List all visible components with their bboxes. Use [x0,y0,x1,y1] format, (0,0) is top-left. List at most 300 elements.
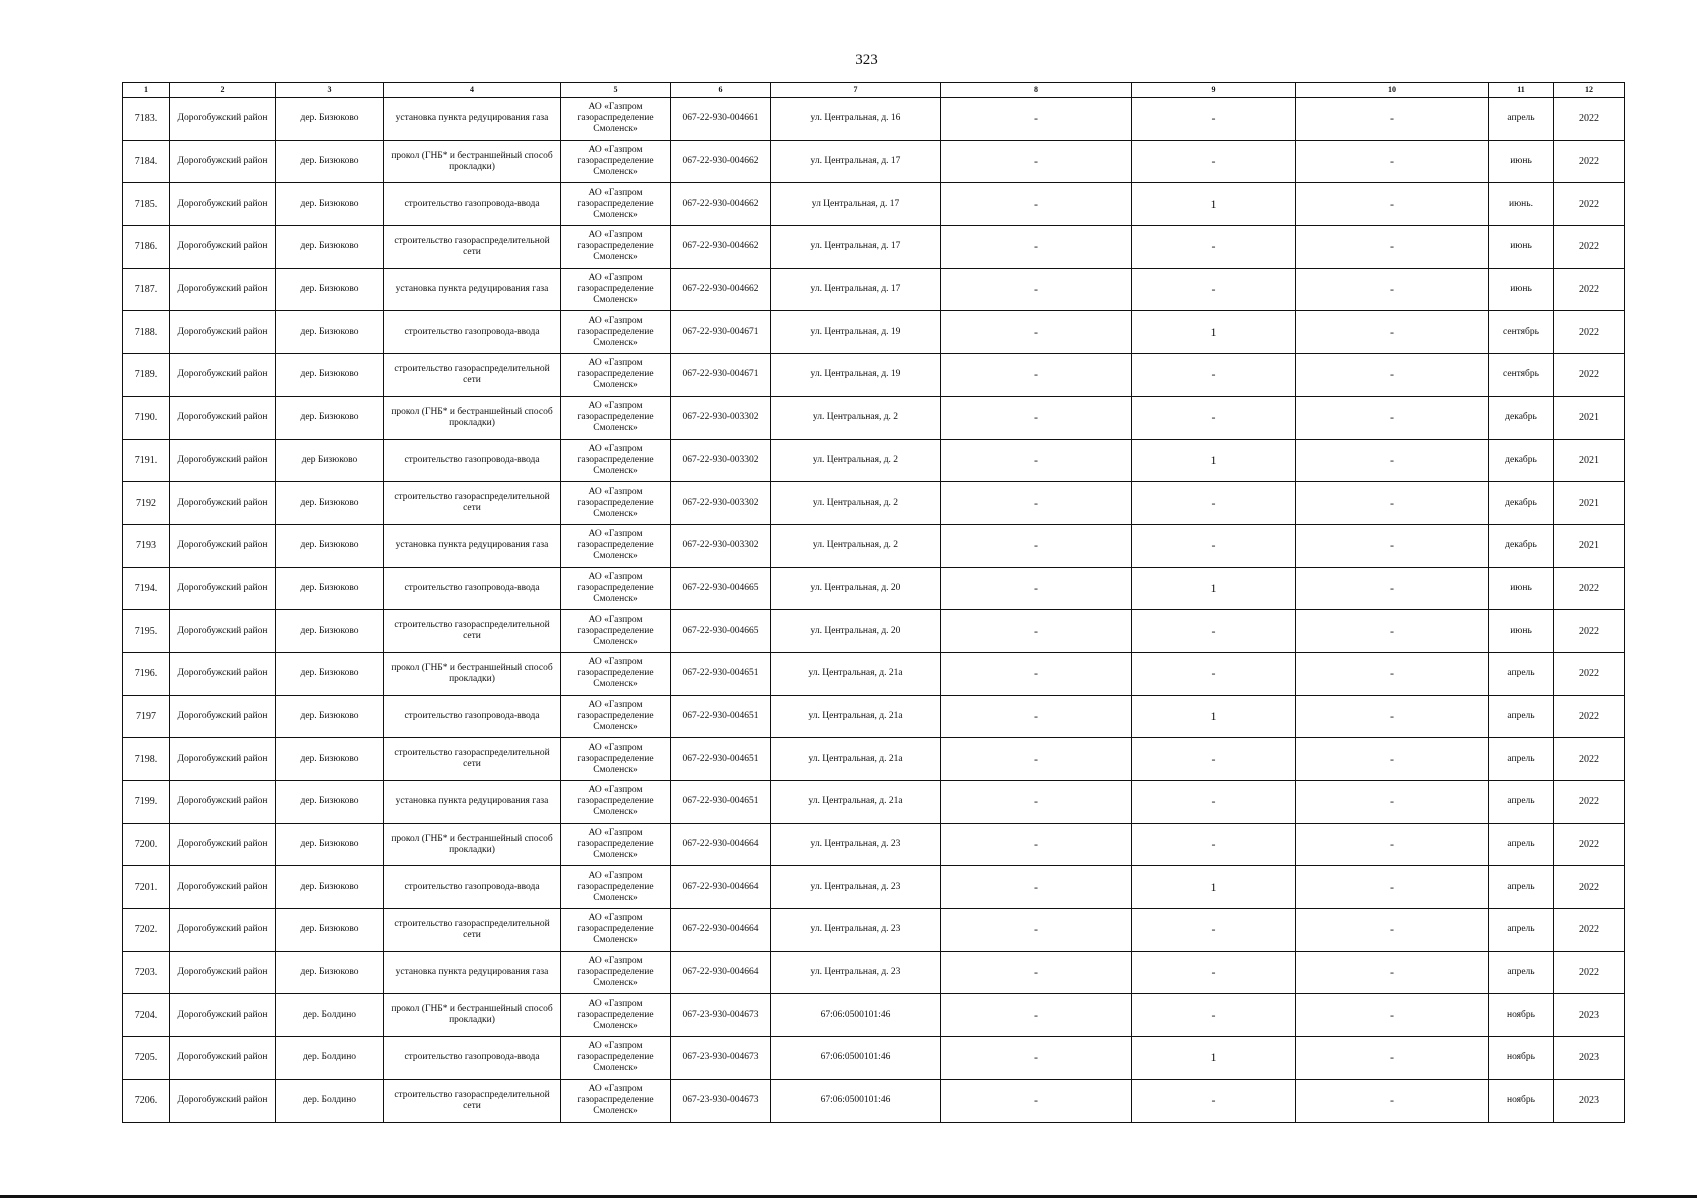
row-number-cell: 7192 [123,482,170,525]
col-10-value-cell: - [1296,567,1489,610]
col-8-value-cell: - [941,98,1132,141]
address-cell: ул. Центральная, д. 21а [771,695,941,738]
organization-cell: АО «Газпром газораспределение Смоленск» [561,909,671,952]
work-type-cell: строительство газораспределительной сети [384,354,561,397]
column-header-3: 3 [276,83,384,98]
col-8-value-cell: - [941,226,1132,269]
col-9-value-cell: - [1132,482,1296,525]
table-row [123,98,1625,141]
work-type-cell: строительство газораспределительной сети [384,1079,561,1122]
row-number-cell: 7193 [123,524,170,567]
year-cell: 2022 [1554,226,1625,269]
row-number-cell: 7201. [123,866,170,909]
object-code-cell: 067-23-930-004673 [671,994,771,1037]
district-cell: Дорогобужский район [170,1037,276,1080]
col-9-value-cell: - [1132,396,1296,439]
district-cell: Дорогобужский район [170,567,276,610]
row-number-cell: 7184. [123,140,170,183]
year-cell: 2023 [1554,1079,1625,1122]
column-header-9: 9 [1132,83,1296,98]
col-8-value-cell: - [941,183,1132,226]
column-header-11: 11 [1489,83,1554,98]
col-9-value-cell: 1 [1132,183,1296,226]
col-10-value-cell: - [1296,695,1489,738]
settlement-cell: дер. Бизюково [276,268,384,311]
year-cell: 2022 [1554,951,1625,994]
col-8-value-cell: - [941,695,1132,738]
organization-cell: АО «Газпром газораспределение Смоленск» [561,1037,671,1080]
col-9-value-cell: - [1132,1079,1296,1122]
object-code-cell: 067-23-930-004673 [671,1037,771,1080]
month-cell: апрель [1489,781,1554,824]
work-type-cell: строительство газопровода-ввода [384,866,561,909]
district-cell: Дорогобужский район [170,781,276,824]
col-10-value-cell: - [1296,1037,1489,1080]
district-cell: Дорогобужский район [170,396,276,439]
organization-cell: АО «Газпром газораспределение Смоленск» [561,695,671,738]
work-type-cell: строительство газопровода-ввода [384,567,561,610]
address-cell: 67:06:0500101:46 [771,1037,941,1080]
col-10-value-cell: - [1296,994,1489,1037]
settlement-cell: дер. Бизюково [276,738,384,781]
table-row [123,866,1625,909]
work-type-cell: прокол (ГНБ* и бестраншейный способ прокладки) [384,994,561,1037]
col-9-value-cell: - [1132,823,1296,866]
month-cell: декабрь [1489,396,1554,439]
register-table [122,82,1625,1123]
organization-cell: АО «Газпром газораспределение Смоленск» [561,396,671,439]
district-cell: Дорогобужский район [170,994,276,1037]
settlement-cell: дер. Бизюково [276,311,384,354]
object-code-cell: 067-22-930-004651 [671,781,771,824]
col-10-value-cell: - [1296,866,1489,909]
col-10-value-cell: - [1296,439,1489,482]
col-8-value-cell: - [941,567,1132,610]
settlement-cell: дер Бизюково [276,439,384,482]
table-row [123,354,1625,397]
settlement-cell: дер. Болдино [276,1079,384,1122]
col-10-value-cell: - [1296,652,1489,695]
month-cell: декабрь [1489,482,1554,525]
table-row [123,951,1625,994]
year-cell: 2022 [1554,354,1625,397]
work-type-cell: строительство газораспределительной сети [384,226,561,269]
settlement-cell: дер. Бизюково [276,567,384,610]
row-number-cell: 7191. [123,439,170,482]
row-number-cell: 7183. [123,98,170,141]
month-cell: декабрь [1489,439,1554,482]
col-10-value-cell: - [1296,268,1489,311]
row-number-cell: 7195. [123,610,170,653]
settlement-cell: дер. Болдино [276,994,384,1037]
work-type-cell: строительство газораспределительной сети [384,738,561,781]
district-cell: Дорогобужский район [170,311,276,354]
col-8-value-cell: - [941,866,1132,909]
object-code-cell: 067-22-930-004664 [671,823,771,866]
address-cell: ул. Центральная, д. 17 [771,268,941,311]
organization-cell: АО «Газпром газораспределение Смоленск» [561,951,671,994]
month-cell: июнь [1489,140,1554,183]
col-9-value-cell: 1 [1132,1037,1296,1080]
row-number-cell: 7199. [123,781,170,824]
district-cell: Дорогобужский район [170,140,276,183]
col-10-value-cell: - [1296,183,1489,226]
year-cell: 2021 [1554,524,1625,567]
row-number-cell: 7203. [123,951,170,994]
table-body [123,98,1625,1123]
col-9-value-cell: - [1132,354,1296,397]
settlement-cell: дер. Бизюково [276,909,384,952]
address-cell: ул. Центральная, д. 23 [771,823,941,866]
col-8-value-cell: - [941,439,1132,482]
table-row [123,524,1625,567]
object-code-cell: 067-22-930-004671 [671,354,771,397]
col-8-value-cell: - [941,311,1132,354]
district-cell: Дорогобужский район [170,823,276,866]
settlement-cell: дер. Бизюково [276,396,384,439]
col-8-value-cell: - [941,909,1132,952]
col-9-value-cell: - [1132,994,1296,1037]
year-cell: 2022 [1554,738,1625,781]
address-cell: ул. Центральная, д. 17 [771,140,941,183]
col-8-value-cell: - [941,524,1132,567]
col-9-value-cell: 1 [1132,439,1296,482]
object-code-cell: 067-22-930-004662 [671,140,771,183]
column-header-1: 1 [123,83,170,98]
district-cell: Дорогобужский район [170,738,276,781]
object-code-cell: 067-22-930-004664 [671,909,771,952]
month-cell: апрель [1489,98,1554,141]
year-cell: 2022 [1554,140,1625,183]
month-cell: ноябрь [1489,1037,1554,1080]
row-number-cell: 7194. [123,567,170,610]
settlement-cell: дер. Бизюково [276,781,384,824]
col-9-value-cell: 1 [1132,695,1296,738]
year-cell: 2022 [1554,781,1625,824]
col-8-value-cell: - [941,396,1132,439]
work-type-cell: строительство газопровода-ввода [384,695,561,738]
col-10-value-cell: - [1296,482,1489,525]
year-cell: 2021 [1554,439,1625,482]
organization-cell: АО «Газпром газораспределение Смоленск» [561,823,671,866]
work-type-cell: строительство газопровода-ввода [384,1037,561,1080]
col-10-value-cell: - [1296,610,1489,653]
organization-cell: АО «Газпром газораспределение Смоленск» [561,652,671,695]
organization-cell: АО «Газпром газораспределение Смоленск» [561,866,671,909]
object-code-cell: 067-22-930-004651 [671,695,771,738]
row-number-cell: 7196. [123,652,170,695]
settlement-cell: дер. Бизюково [276,652,384,695]
year-cell: 2022 [1554,866,1625,909]
organization-cell: АО «Газпром газораспределение Смоленск» [561,567,671,610]
table-row [123,226,1625,269]
col-10-value-cell: - [1296,140,1489,183]
object-code-cell: 067-23-930-004673 [671,1079,771,1122]
col-10-value-cell: - [1296,226,1489,269]
year-cell: 2022 [1554,610,1625,653]
object-code-cell: 067-22-930-004665 [671,610,771,653]
month-cell: апрель [1489,652,1554,695]
column-header-12: 12 [1554,83,1625,98]
column-header-6: 6 [671,83,771,98]
work-type-cell: прокол (ГНБ* и бестраншейный способ прокладки) [384,140,561,183]
table-row [123,482,1625,525]
object-code-cell: 067-22-930-003302 [671,396,771,439]
object-code-cell: 067-22-930-004665 [671,567,771,610]
month-cell: апрель [1489,951,1554,994]
column-header-2: 2 [170,83,276,98]
row-number-cell: 7198. [123,738,170,781]
work-type-cell: строительство газопровода-ввода [384,183,561,226]
object-code-cell: 067-22-930-003302 [671,524,771,567]
column-header-10: 10 [1296,83,1489,98]
object-code-cell: 067-22-930-004662 [671,183,771,226]
address-cell: ул. Центральная, д. 2 [771,396,941,439]
month-cell: апрель [1489,866,1554,909]
object-code-cell: 067-22-930-003302 [671,482,771,525]
district-cell: Дорогобужский район [170,226,276,269]
organization-cell: АО «Газпром газораспределение Смоленск» [561,738,671,781]
row-number-cell: 7186. [123,226,170,269]
address-cell: ул. Центральная, д. 20 [771,567,941,610]
settlement-cell: дер. Бизюково [276,610,384,653]
object-code-cell: 067-22-930-004662 [671,268,771,311]
work-type-cell: установка пункта редуцирования газа [384,524,561,567]
address-cell: ул. Центральная, д. 2 [771,439,941,482]
col-10-value-cell: - [1296,909,1489,952]
col-8-value-cell: - [941,781,1132,824]
work-type-cell: установка пункта редуцирования газа [384,781,561,824]
settlement-cell: дер. Бизюково [276,866,384,909]
work-type-cell: строительство газораспределительной сети [384,909,561,952]
column-header-8: 8 [941,83,1132,98]
year-cell: 2021 [1554,482,1625,525]
year-cell: 2022 [1554,311,1625,354]
settlement-cell: дер. Болдино [276,1037,384,1080]
table-row [123,1037,1625,1080]
address-cell: ул. Центральная, д. 21а [771,738,941,781]
object-code-cell: 067-22-930-004662 [671,226,771,269]
settlement-cell: дер. Бизюково [276,695,384,738]
row-number-cell: 7197 [123,695,170,738]
month-cell: июнь [1489,610,1554,653]
settlement-cell: дер. Бизюково [276,98,384,141]
column-header-4: 4 [384,83,561,98]
row-number-cell: 7187. [123,268,170,311]
address-cell: ул Центральная, д. 17 [771,183,941,226]
work-type-cell: строительство газораспределительной сети [384,482,561,525]
object-code-cell: 067-22-930-004661 [671,98,771,141]
work-type-cell: прокол (ГНБ* и бестраншейный способ прокладки) [384,396,561,439]
table-row [123,311,1625,354]
col-8-value-cell: - [941,354,1132,397]
year-cell: 2022 [1554,909,1625,952]
col-8-value-cell: - [941,1037,1132,1080]
col-8-value-cell: - [941,482,1132,525]
address-cell: ул. Центральная, д. 23 [771,951,941,994]
object-code-cell: 067-22-930-004664 [671,951,771,994]
column-header-5: 5 [561,83,671,98]
organization-cell: АО «Газпром газораспределение Смоленск» [561,482,671,525]
month-cell: апрель [1489,695,1554,738]
organization-cell: АО «Газпром газораспределение Смоленск» [561,268,671,311]
col-10-value-cell: - [1296,354,1489,397]
district-cell: Дорогобужский район [170,695,276,738]
col-9-value-cell: - [1132,268,1296,311]
col-10-value-cell: - [1296,951,1489,994]
district-cell: Дорогобужский район [170,98,276,141]
col-8-value-cell: - [941,1079,1132,1122]
col-8-value-cell: - [941,652,1132,695]
address-cell: ул. Центральная, д. 21а [771,652,941,695]
work-type-cell: строительство газораспределительной сети [384,610,561,653]
address-cell: ул. Центральная, д. 2 [771,482,941,525]
organization-cell: АО «Газпром газораспределение Смоленск» [561,183,671,226]
row-number-cell: 7206. [123,1079,170,1122]
year-cell: 2022 [1554,567,1625,610]
table-row [123,439,1625,482]
organization-cell: АО «Газпром газораспределение Смоленск» [561,354,671,397]
column-header-7: 7 [771,83,941,98]
organization-cell: АО «Газпром газораспределение Смоленск» [561,524,671,567]
address-cell: ул. Центральная, д. 19 [771,354,941,397]
col-9-value-cell: - [1132,652,1296,695]
settlement-cell: дер. Бизюково [276,823,384,866]
col-10-value-cell: - [1296,524,1489,567]
work-type-cell: прокол (ГНБ* и бестраншейный способ прокладки) [384,823,561,866]
settlement-cell: дер. Бизюково [276,140,384,183]
organization-cell: АО «Газпром газораспределение Смоленск» [561,140,671,183]
col-9-value-cell: 1 [1132,866,1296,909]
work-type-cell: установка пункта редуцирования газа [384,98,561,141]
table-row [123,183,1625,226]
organization-cell: АО «Газпром газораспределение Смоленск» [561,98,671,141]
address-cell: ул. Центральная, д. 23 [771,909,941,952]
col-8-value-cell: - [941,823,1132,866]
organization-cell: АО «Газпром газораспределение Смоленск» [561,311,671,354]
organization-cell: АО «Газпром газораспределение Смоленск» [561,1079,671,1122]
address-cell: ул. Центральная, д. 21а [771,781,941,824]
district-cell: Дорогобужский район [170,524,276,567]
address-cell: 67:06:0500101:46 [771,994,941,1037]
col-9-value-cell: - [1132,140,1296,183]
organization-cell: АО «Газпром газораспределение Смоленск» [561,781,671,824]
object-code-cell: 067-22-930-004651 [671,738,771,781]
col-8-value-cell: - [941,140,1132,183]
table-row [123,695,1625,738]
district-cell: Дорогобужский район [170,439,276,482]
address-cell: ул. Центральная, д. 17 [771,226,941,269]
address-cell: 67:06:0500101:46 [771,1079,941,1122]
month-cell: апрель [1489,738,1554,781]
table-row [123,652,1625,695]
district-cell: Дорогобужский район [170,1079,276,1122]
year-cell: 2023 [1554,1037,1625,1080]
month-cell: сентябрь [1489,311,1554,354]
organization-cell: АО «Газпром газораспределение Смоленск» [561,226,671,269]
object-code-cell: 067-22-930-004651 [671,652,771,695]
col-9-value-cell: - [1132,738,1296,781]
work-type-cell: строительство газопровода-ввода [384,311,561,354]
col-9-value-cell: - [1132,951,1296,994]
address-cell: ул. Центральная, д. 20 [771,610,941,653]
address-cell: ул. Центральная, д. 16 [771,98,941,141]
table-row [123,140,1625,183]
col-9-value-cell: - [1132,781,1296,824]
col-9-value-cell: - [1132,909,1296,952]
table-row [123,823,1625,866]
settlement-cell: дер. Бизюково [276,524,384,567]
district-cell: Дорогобужский район [170,866,276,909]
month-cell: декабрь [1489,524,1554,567]
work-type-cell: установка пункта редуцирования газа [384,268,561,311]
settlement-cell: дер. Бизюково [276,482,384,525]
row-number-cell: 7190. [123,396,170,439]
col-10-value-cell: - [1296,396,1489,439]
row-number-cell: 7200. [123,823,170,866]
table-header [123,83,1625,98]
organization-cell: АО «Газпром газораспределение Смоленск» [561,439,671,482]
table-row [123,268,1625,311]
year-cell: 2023 [1554,994,1625,1037]
bottom-rule [0,1195,1697,1198]
col-10-value-cell: - [1296,823,1489,866]
settlement-cell: дер. Бизюково [276,354,384,397]
month-cell: апрель [1489,823,1554,866]
month-cell: июнь. [1489,183,1554,226]
year-cell: 2022 [1554,183,1625,226]
page-number: 323 [855,52,878,68]
row-number-cell: 7189. [123,354,170,397]
table-row [123,567,1625,610]
col-10-value-cell: - [1296,98,1489,141]
month-cell: апрель [1489,909,1554,952]
month-cell: июнь [1489,226,1554,269]
row-number-cell: 7205. [123,1037,170,1080]
table-row [123,909,1625,952]
district-cell: Дорогобужский район [170,354,276,397]
col-10-value-cell: - [1296,1079,1489,1122]
year-cell: 2022 [1554,652,1625,695]
table-row [123,994,1625,1037]
work-type-cell: прокол (ГНБ* и бестраншейный способ прокладки) [384,652,561,695]
year-cell: 2022 [1554,268,1625,311]
col-9-value-cell: 1 [1132,311,1296,354]
settlement-cell: дер. Бизюково [276,951,384,994]
col-8-value-cell: - [941,994,1132,1037]
district-cell: Дорогобужский район [170,482,276,525]
row-number-cell: 7188. [123,311,170,354]
organization-cell: АО «Газпром газораспределение Смоленск» [561,610,671,653]
col-9-value-cell: - [1132,524,1296,567]
month-cell: июнь [1489,268,1554,311]
table-row [123,1079,1625,1122]
object-code-cell: 067-22-930-004671 [671,311,771,354]
district-cell: Дорогобужский район [170,652,276,695]
row-number-cell: 7185. [123,183,170,226]
col-10-value-cell: - [1296,738,1489,781]
col-8-value-cell: - [941,610,1132,653]
address-cell: ул. Центральная, д. 2 [771,524,941,567]
district-cell: Дорогобужский район [170,951,276,994]
district-cell: Дорогобужский район [170,183,276,226]
col-9-value-cell: - [1132,610,1296,653]
year-cell: 2022 [1554,98,1625,141]
organization-cell: АО «Газпром газораспределение Смоленск» [561,994,671,1037]
year-cell: 2022 [1554,823,1625,866]
column-number-row [123,83,1625,98]
col-9-value-cell: - [1132,98,1296,141]
